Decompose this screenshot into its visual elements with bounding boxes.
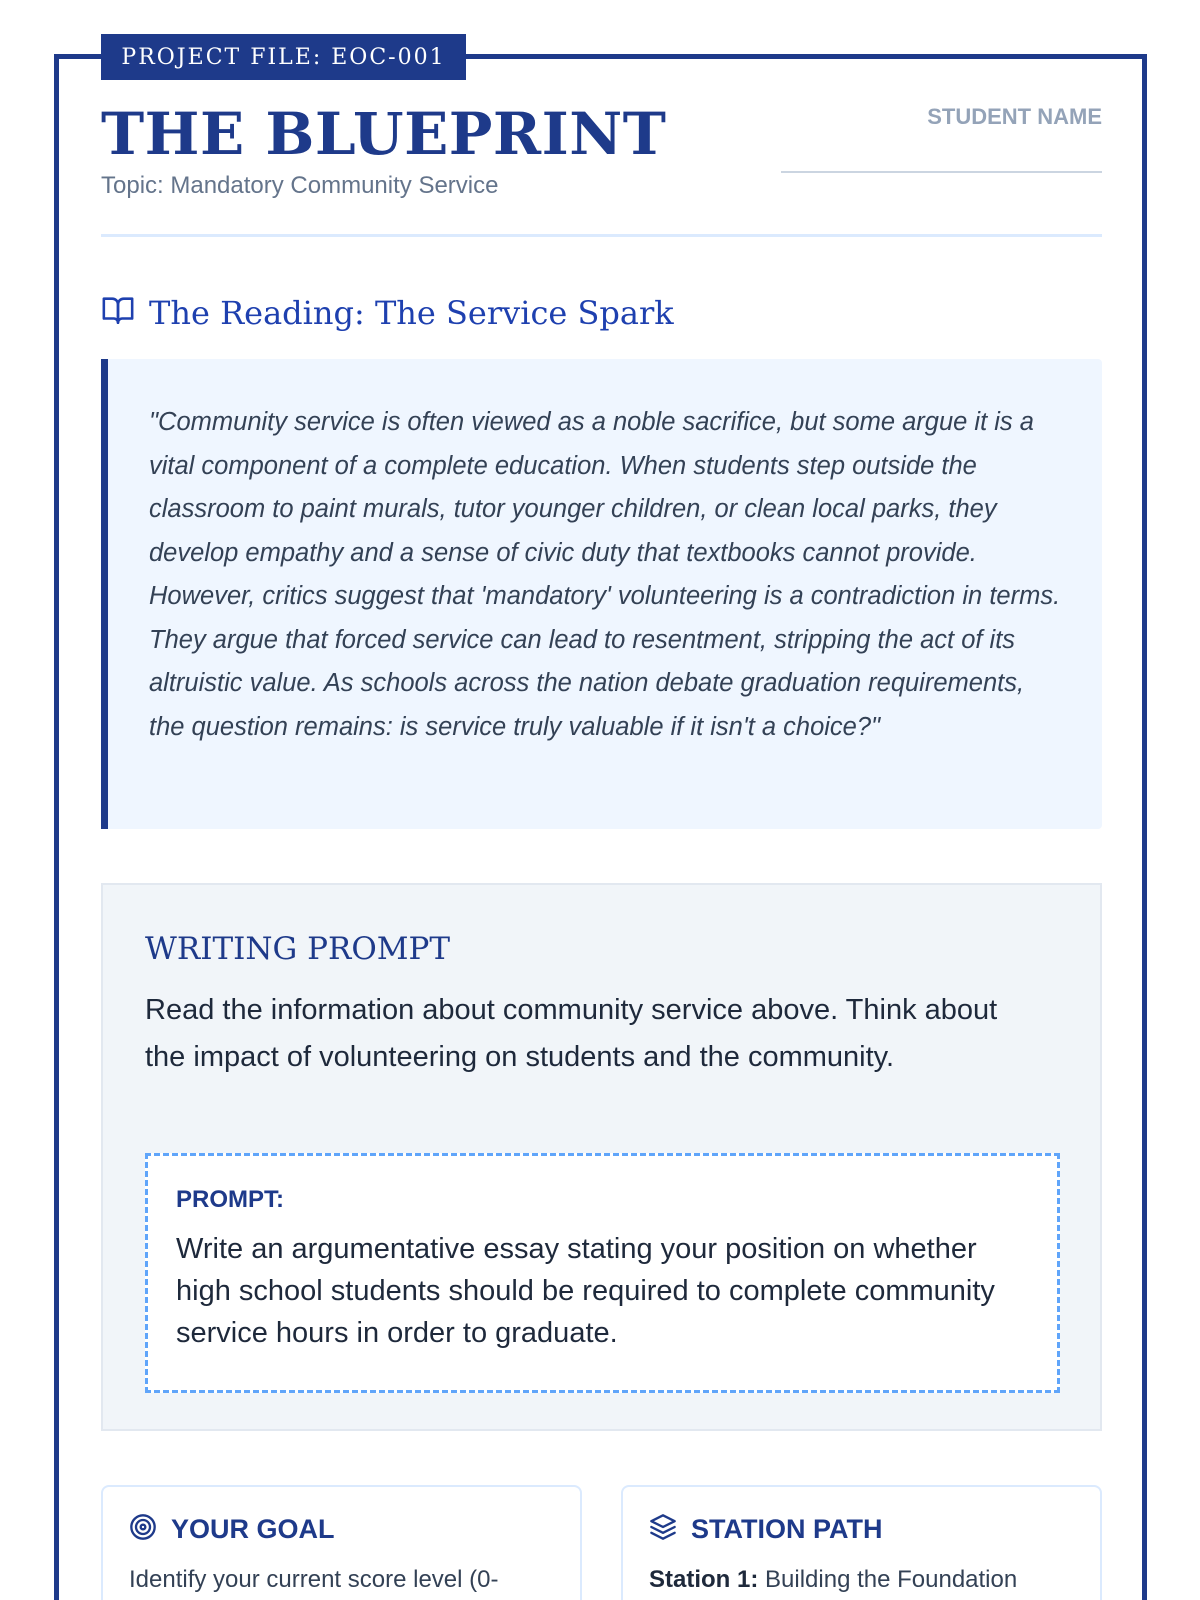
writing-prompt-intro: Read the information about community service above. Think about the impact of volunteering on students and the community. bbox=[145, 994, 998, 1073]
your-goal-title: YOUR GOAL bbox=[171, 1514, 335, 1544]
station-path-title: STATION PATH bbox=[691, 1514, 883, 1544]
target-icon bbox=[129, 1513, 157, 1546]
reading-heading bbox=[101, 293, 674, 332]
station-text: Building the Foundation bbox=[765, 1566, 1018, 1593]
reading-passage-text: "Community service is often viewed as a noble sacrifice, but some argue it is a vital component of a complete education. When students step outside the classroom to paint murals, tutor younger children, or clean local parks, they develop empathy and a sense of civic duty that textbooks cannot provide. However, critics suggest that 'mandatory' volunteering is a contradiction in terms. They argue that forced service can lead to resentment, stripping the act of its altruistic value. As schools across the nation debate graduation requirements, the question remains: is service truly valuable if it isn't a choice?" bbox=[149, 408, 1061, 741]
writing-prompt-heading: WRITING PROMPT bbox=[145, 931, 451, 967]
header-divider bbox=[101, 234, 1102, 237]
your-goal-card bbox=[101, 1485, 582, 1600]
reading-title: The Reading: The Service Spark bbox=[149, 293, 674, 332]
prompt-text: Write an argumentative essay stating your position on whether high school students should be required to complete community service hours in order to graduate. bbox=[176, 1233, 995, 1349]
writing-prompt-section bbox=[101, 883, 1102, 1431]
page-title: THE BLUEPRINT bbox=[101, 100, 667, 168]
project-file-tag: PROJECT FILE: EOC-001 bbox=[101, 34, 466, 80]
station-path-card bbox=[621, 1485, 1102, 1600]
book-open-icon bbox=[101, 293, 135, 332]
prompt-callout bbox=[145, 1153, 1060, 1393]
station-path-item bbox=[649, 1566, 1074, 1594]
station-label: Station 1: bbox=[649, 1566, 759, 1593]
student-name-label: STUDENT NAME bbox=[927, 104, 1102, 129]
prompt-label: PROMPT: bbox=[176, 1186, 284, 1213]
student-name-field[interactable] bbox=[781, 171, 1102, 173]
layers-icon bbox=[649, 1513, 677, 1546]
topic-subtitle: Topic: Mandatory Community Service bbox=[101, 172, 499, 199]
reading-passage bbox=[101, 359, 1102, 829]
your-goal-text: Identify your current score level (0- bbox=[129, 1566, 499, 1593]
